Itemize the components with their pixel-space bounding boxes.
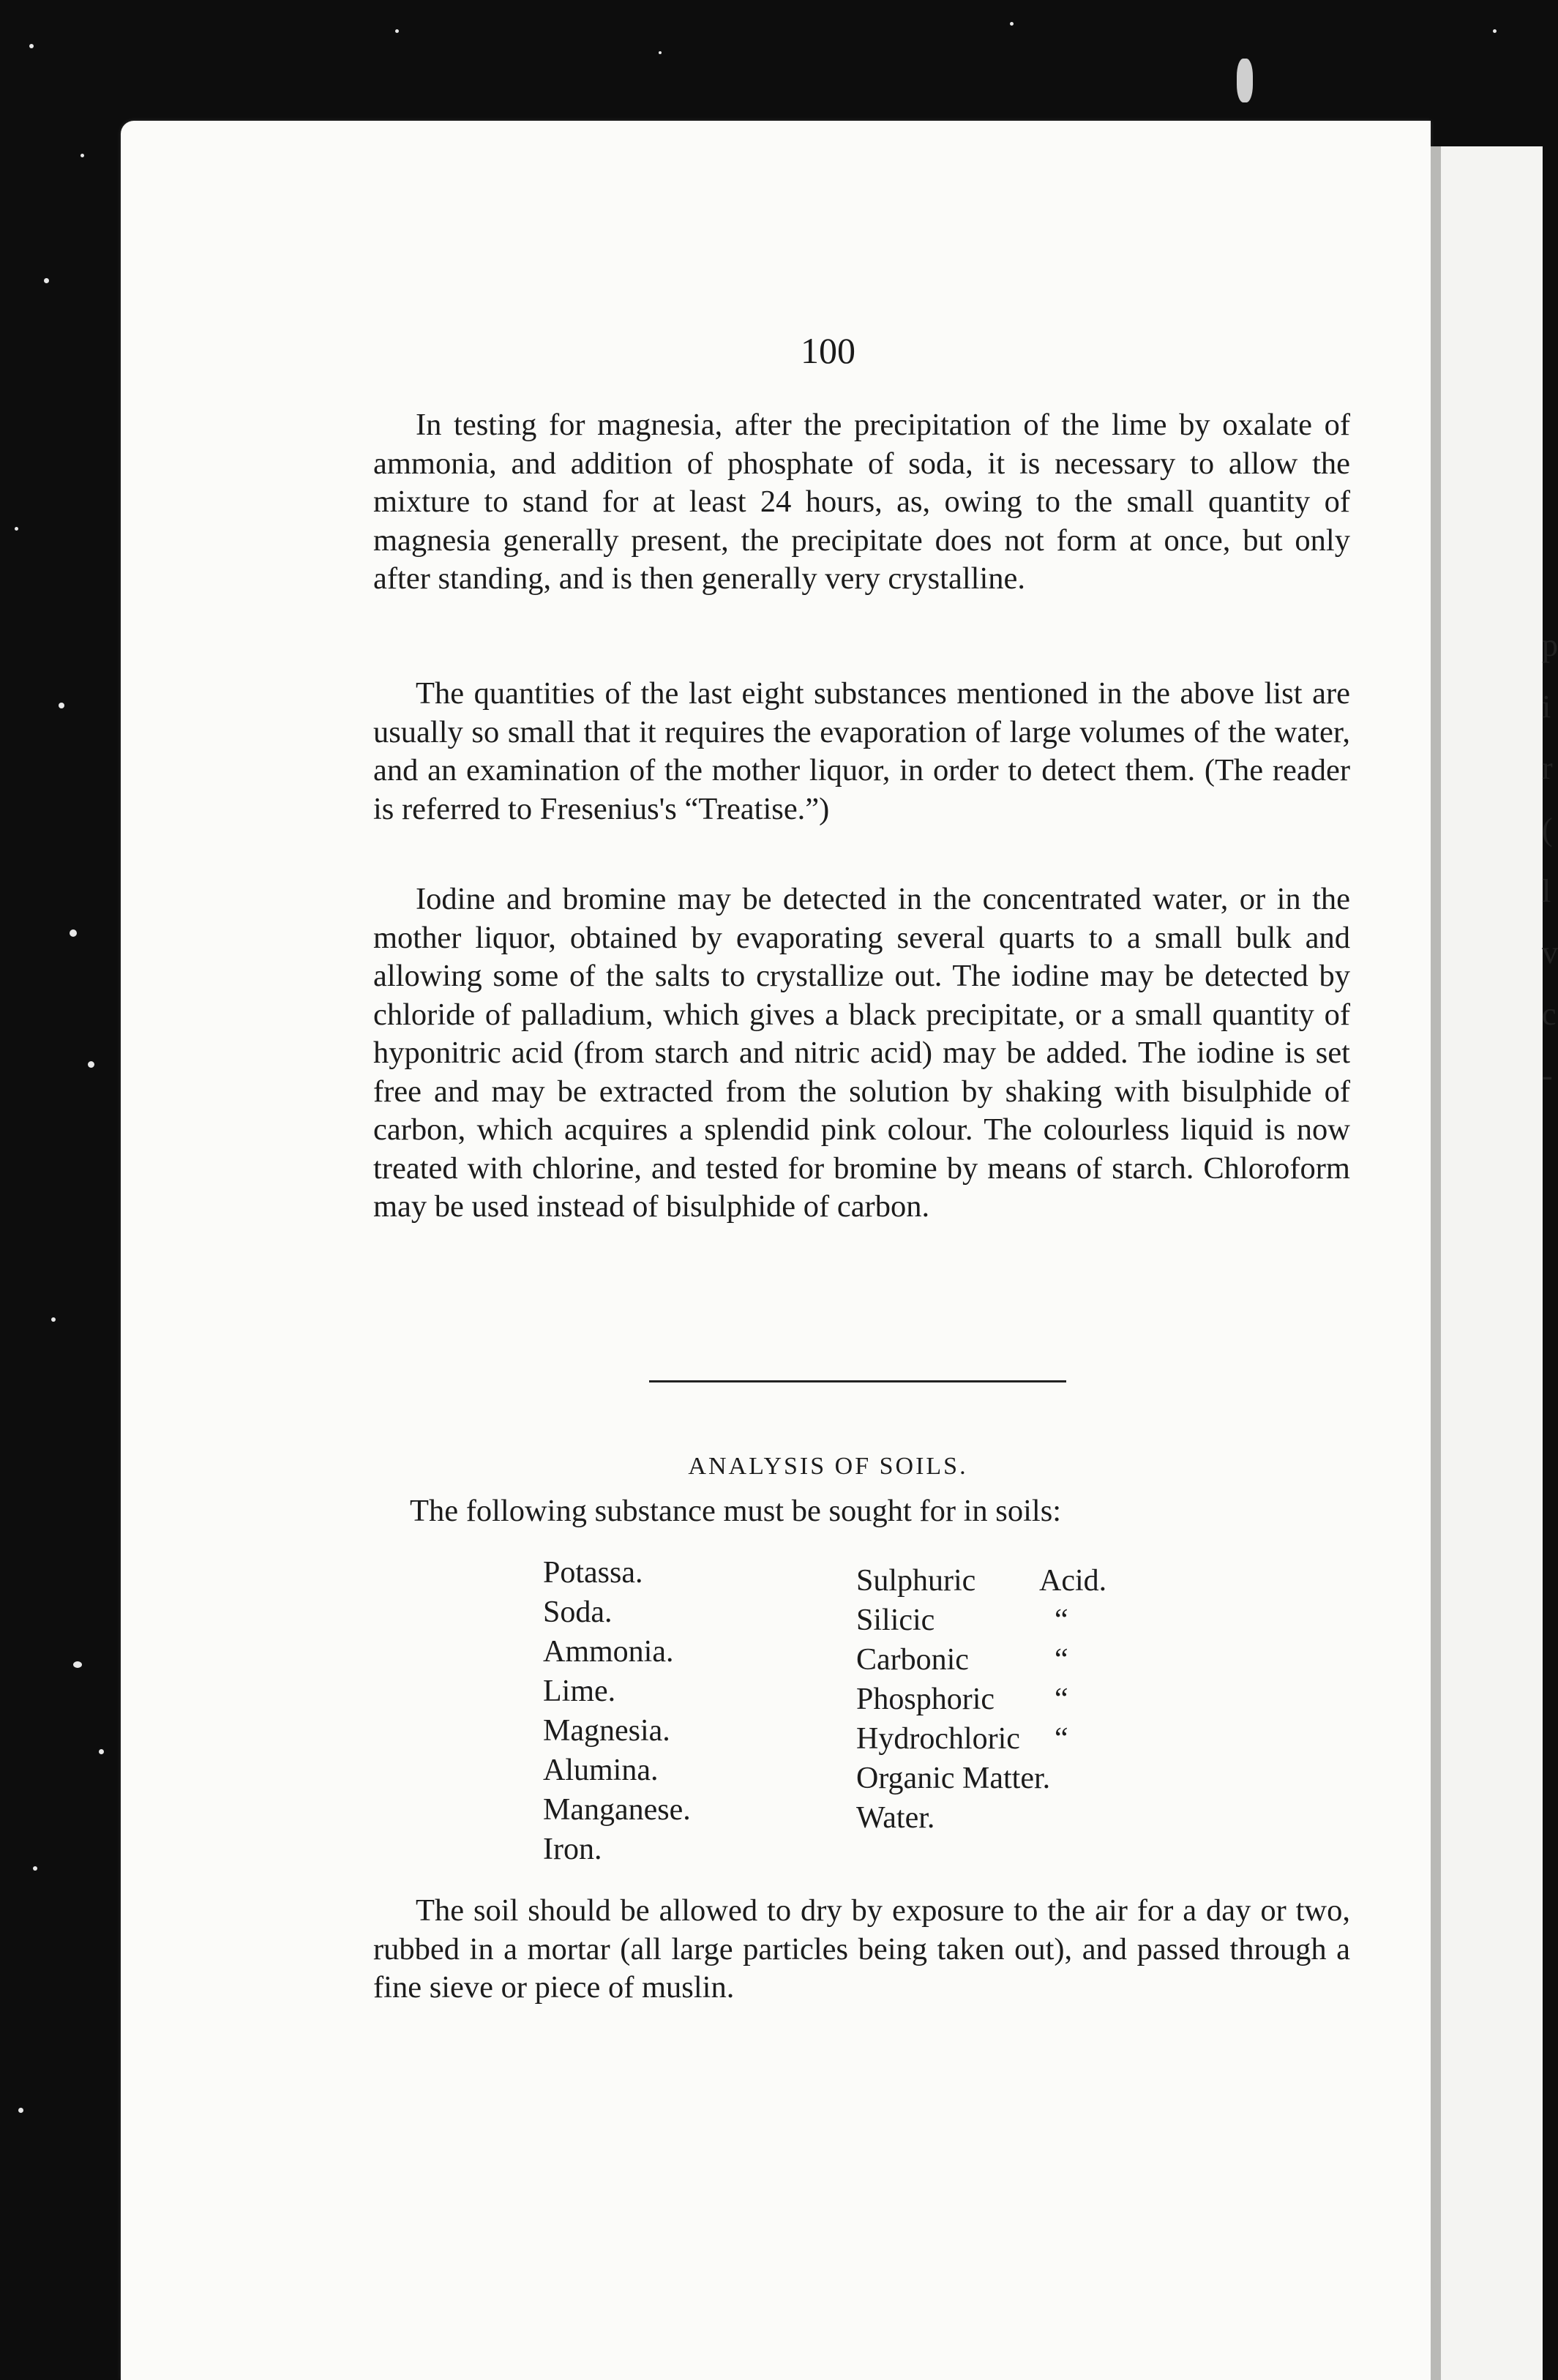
- page-number: 100: [801, 330, 855, 371]
- list-item: [856, 1798, 1106, 1838]
- facing-page-letters: [1542, 615, 1557, 1107]
- list-item: Potassa.: [543, 1556, 643, 1590]
- scan-speck: [1010, 22, 1014, 26]
- list-item: Soda.: [543, 1595, 613, 1629]
- bases-list: [543, 1553, 691, 1869]
- list-item-name: Water.: [856, 1801, 935, 1835]
- edge-letter: i: [1542, 689, 1551, 725]
- list-item-name: Phosphoric: [856, 1683, 995, 1716]
- section-divider: [649, 1380, 1066, 1382]
- list-item: Ammonia.: [543, 1635, 674, 1669]
- scan-speck: [18, 2108, 23, 2113]
- list-item: Manganese.: [543, 1793, 691, 1827]
- edge-letter: l: [1542, 873, 1551, 909]
- scan-speck: [70, 929, 77, 937]
- scan-speck: [88, 1061, 94, 1068]
- scan-speck: [15, 527, 18, 531]
- list-item-name: Carbonic: [856, 1643, 969, 1677]
- scan-speck: [659, 51, 662, 54]
- list-item: [856, 1759, 1106, 1798]
- scan-speck: [1237, 59, 1253, 102]
- edge-letter: r: [1542, 750, 1553, 786]
- section-intro: The following substance must be sought for in soils:: [410, 1494, 1062, 1528]
- paragraph-quantities: [373, 675, 1350, 828]
- list-item-suffix: “: [1039, 1722, 1068, 1756]
- edge-letter: -: [1542, 1058, 1553, 1093]
- list-item: Lime.: [543, 1674, 616, 1708]
- paragraph-iodine-bromine: [373, 880, 1350, 1227]
- list-item-name: Organic Matter.: [856, 1762, 1051, 1795]
- list-item: [856, 1640, 1106, 1680]
- scan-speck: [33, 1866, 37, 1871]
- list-item-suffix: Acid.: [1039, 1564, 1107, 1598]
- scan-speck: [44, 278, 49, 283]
- paragraph-text: Iodine and bromine may be detected in the concentrated water, or in the mother liquor, obtained by evaporating several quarts to a small bulk and allowing some of the salts to crystallize out. The iodine may be detected by chloride of palladium, which gives a black precipitate, or a small quantity of hyponitric acid (from starch and nitric acid) may be added. The iodine is set free and may be extracted from the solution by shaking with bisulphide of carbon, which acquires a splendid pink colour. The colourless liquid is now treated with chlorine, and tested for bromine by means of starch. Chloroform may be used instead of bisulphide of carbon.: [373, 882, 1350, 1224]
- list-item-name: Hydrochloric: [856, 1722, 1020, 1756]
- edge-letter: v: [1542, 935, 1558, 970]
- scan-speck: [29, 44, 34, 48]
- list-item: [856, 1680, 1106, 1719]
- list-item: [856, 1719, 1106, 1759]
- list-item: Alumina.: [543, 1754, 659, 1787]
- paragraph-magnesia: [373, 406, 1350, 599]
- acids-list: [856, 1561, 1106, 1838]
- edge-letter: p: [1542, 627, 1558, 663]
- paragraph-text: The soil should be allowed to dry by exposure to the air for a day or two, rubbed in a mortar (all large particles being taken out), and passed through a fine sieve or piece of muslin.: [373, 1893, 1350, 2005]
- list-item: Magnesia.: [543, 1714, 670, 1748]
- list-item-name: Silicic: [856, 1603, 935, 1637]
- scan-speck: [99, 1749, 104, 1754]
- paragraph-text: The quantities of the last eight substances mentioned in the above list are usually so small that it requires the evaporation of large volumes of the water, and an examination of the mother liquor, in order to detect them. (The reader is referred to Fresenius's “Treatise.”): [373, 676, 1350, 826]
- list-item-name: Sulphuric: [856, 1564, 976, 1598]
- facing-page-edge: [1431, 146, 1558, 2380]
- scan-speck: [1493, 29, 1497, 33]
- section-title: ANALYSIS OF SOILS.: [688, 1453, 968, 1480]
- list-item: [856, 1601, 1106, 1640]
- edge-letter: c: [1542, 996, 1557, 1032]
- list-item-suffix: “: [1039, 1643, 1068, 1677]
- list-item-suffix: “: [1039, 1603, 1068, 1637]
- scan-speck: [59, 703, 64, 708]
- list-item: Iron.: [543, 1833, 602, 1866]
- scan-speck: [80, 154, 84, 157]
- paragraph-soil-preparation: [373, 1892, 1350, 2007]
- list-item-suffix: “: [1039, 1683, 1068, 1716]
- edge-letter: (: [1542, 812, 1553, 847]
- scan-speck: [73, 1661, 82, 1668]
- list-item: [856, 1561, 1106, 1601]
- scan-speck: [395, 29, 399, 33]
- scan-speck: [51, 1317, 56, 1322]
- paragraph-text: In testing for magnesia, after the precipitation of the lime by oxalate of ammonia, and addition of phosphate of soda, it is necessary to allow the mixture to stand for at least 24 hours, as, owing to the small quantity of magnesia generally present, the precipitate does not form at once, but only after standing, and is then generally very crystalline.: [373, 408, 1350, 596]
